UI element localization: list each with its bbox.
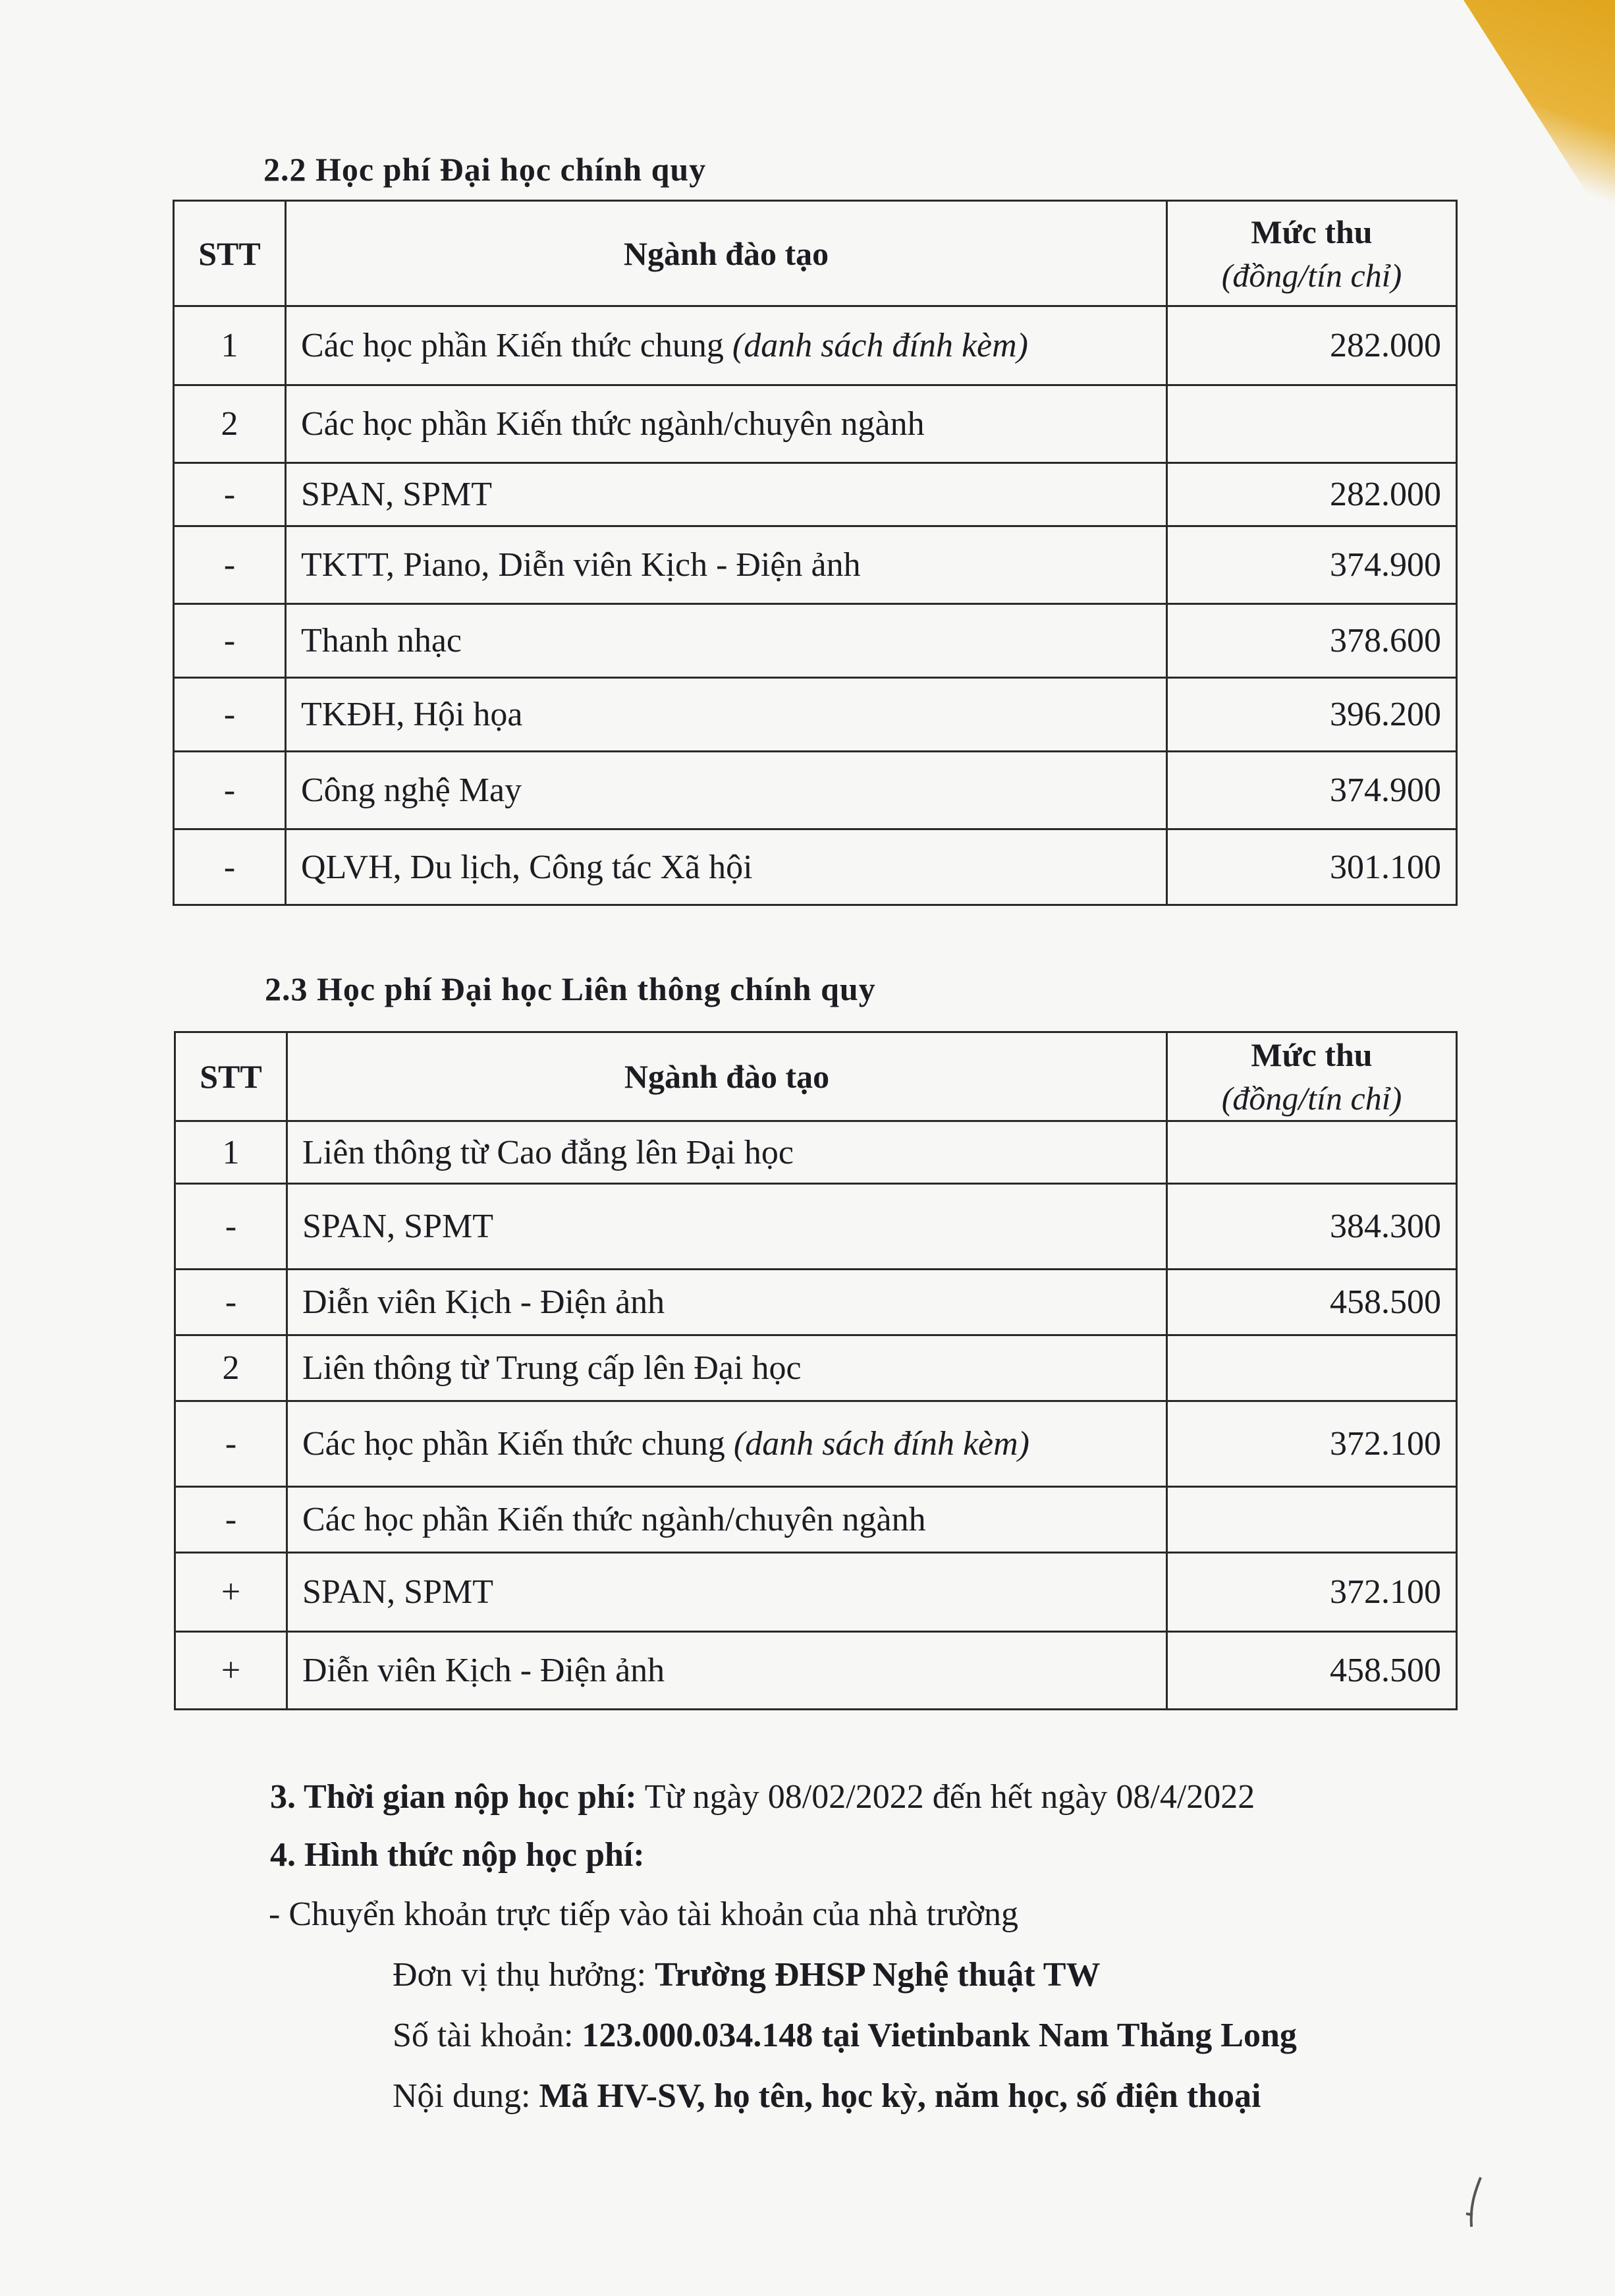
cell-stt: - — [174, 829, 286, 905]
cell-name — [287, 1121, 1167, 1184]
cell-stt: 1 — [175, 1121, 287, 1184]
header-fee-unit: (đồng/tín chỉ) — [1221, 256, 1402, 294]
cell-name — [287, 1487, 1167, 1553]
header-stt: STT — [174, 201, 286, 306]
cell-name-text: Công nghệ May — [301, 771, 522, 809]
table-header-row — [174, 201, 1457, 306]
cell-fee: 301.100 — [1167, 829, 1457, 905]
table-row — [175, 1401, 1457, 1487]
header-fee-label: Mức thu — [1251, 1036, 1373, 1073]
cell-stt: - — [174, 463, 286, 526]
cell-fee: 458.500 — [1167, 1270, 1457, 1335]
cell-name-text: TKTT, Piano, Diễn viên Kịch - Điện ảnh — [301, 546, 861, 584]
cell-stt: 1 — [174, 306, 286, 385]
header-fee — [1167, 1032, 1457, 1121]
cell-name — [287, 1335, 1167, 1401]
cell-name — [287, 1553, 1167, 1632]
cell-name-text: QLVH, Du lịch, Công tác Xã hội — [301, 848, 753, 886]
header-fee-unit: (đồng/tín chỉ) — [1221, 1080, 1402, 1117]
transfer-line: - Chuyển khoản trực tiếp vào tài khoản của nhà trường — [269, 1895, 1018, 1933]
cell-name — [287, 1401, 1167, 1487]
header-stt: STT — [175, 1032, 287, 1121]
beneficiary-label: Đơn vị thụ hưởng: — [393, 1956, 647, 1994]
cell-name — [286, 604, 1167, 678]
page-corner-decoration — [1464, 0, 1615, 237]
cell-name — [287, 1270, 1167, 1335]
table-row — [174, 752, 1457, 829]
cell-name-text: SPAN, SPMT — [302, 1208, 494, 1245]
cell-name-text: Các học phần Kiến thức ngành/chuyên ngành — [302, 1501, 926, 1538]
fee-table-transfer — [174, 1031, 1458, 1710]
cell-fee: 372.100 — [1167, 1401, 1457, 1487]
cell-stt: + — [175, 1632, 287, 1710]
cell-name-note: (danh sách đính kèm) — [733, 1425, 1029, 1463]
table-row — [175, 1184, 1457, 1270]
table-row — [175, 1121, 1457, 1184]
table-row — [175, 1553, 1457, 1632]
payment-period-value: Từ ngày 08/02/2022 đến hết ngày 08/4/2022 — [644, 1778, 1255, 1816]
cell-fee: 374.900 — [1167, 752, 1457, 829]
account-line — [393, 2016, 1297, 2055]
account-value: 123.000.034.148 tại Vietinbank Nam Thăng Long — [582, 2017, 1297, 2054]
cell-stt: 2 — [174, 385, 286, 463]
table-row — [175, 1335, 1457, 1401]
cell-fee — [1167, 1487, 1457, 1553]
cell-name — [286, 678, 1167, 752]
cell-fee — [1167, 1335, 1457, 1401]
cell-name-text: SPAN, SPMT — [302, 1573, 494, 1611]
payment-period-label: 3. Thời gian nộp học phí: — [270, 1778, 637, 1816]
cell-name-text: Diễn viên Kịch - Điện ảnh — [302, 1652, 665, 1689]
cell-name — [286, 526, 1167, 604]
table-row — [174, 678, 1457, 752]
fee-table-regular — [173, 200, 1458, 906]
cell-stt: + — [175, 1553, 287, 1632]
cell-name — [287, 1632, 1167, 1710]
cell-name-text: Liên thông từ Cao đẳng lên Đại học — [302, 1133, 794, 1171]
payment-method-title: 4. Hình thức nộp học phí: — [270, 1836, 645, 1874]
cell-fee — [1167, 1121, 1457, 1184]
cell-name-text: Diễn viên Kịch - Điện ảnh — [302, 1283, 665, 1321]
cell-fee: 374.900 — [1167, 526, 1457, 604]
cell-fee: 282.000 — [1167, 306, 1457, 385]
table-row — [174, 385, 1457, 463]
beneficiary-value: Trường ĐHSP Nghệ thuật TW — [655, 1956, 1101, 1994]
cell-stt: - — [175, 1487, 287, 1553]
cell-fee: 372.100 — [1167, 1553, 1457, 1632]
cell-fee: 378.600 — [1167, 604, 1457, 678]
header-name: Ngành đào tạo — [287, 1032, 1167, 1121]
cell-stt: 2 — [175, 1335, 287, 1401]
cell-name-text: TKĐH, Hội họa — [301, 696, 523, 733]
table-row — [175, 1270, 1457, 1335]
cell-stt: - — [174, 526, 286, 604]
cell-fee: 396.200 — [1167, 678, 1457, 752]
cell-stt: - — [175, 1270, 287, 1335]
beneficiary-line — [393, 1955, 1100, 1994]
cell-fee: 458.500 — [1167, 1632, 1457, 1710]
cell-stt: - — [174, 678, 286, 752]
cell-stt: - — [175, 1184, 287, 1270]
account-label: Số tài khoản: — [393, 2017, 574, 2054]
cell-fee — [1167, 385, 1457, 463]
content-value: Mã HV-SV, họ tên, học kỳ, năm học, số điện thoại — [539, 2077, 1261, 2115]
table-row — [174, 604, 1457, 678]
header-fee-label: Mức thu — [1251, 213, 1373, 250]
cell-name-note: (danh sách đính kèm) — [732, 327, 1028, 364]
header-name: Ngành đào tạo — [286, 201, 1167, 306]
cell-name — [286, 829, 1167, 905]
content-label: Nội dung: — [393, 2077, 531, 2115]
header-fee — [1167, 201, 1457, 306]
content-line — [393, 2077, 1261, 2115]
cell-name — [287, 1184, 1167, 1270]
table-row — [175, 1632, 1457, 1710]
section-22-title: 2.2 Học phí Đại học chính quy — [263, 151, 707, 188]
handwritten-mark-icon — [1461, 2174, 1487, 2233]
section-23-title: 2.3 Học phí Đại học Liên thông chính quy — [265, 970, 876, 1007]
cell-name-text: SPAN, SPMT — [301, 476, 493, 513]
table-row — [174, 306, 1457, 385]
cell-fee: 282.000 — [1167, 463, 1457, 526]
cell-fee: 384.300 — [1167, 1184, 1457, 1270]
table-row — [174, 829, 1457, 905]
table-row — [174, 526, 1457, 604]
cell-name-text: Liên thông từ Trung cấp lên Đại học — [302, 1349, 802, 1387]
cell-stt: - — [174, 752, 286, 829]
cell-stt: - — [174, 604, 286, 678]
cell-name-text: Các học phần Kiến thức chung — [302, 1425, 725, 1463]
table-header-row — [175, 1032, 1457, 1121]
payment-period — [270, 1778, 1255, 1816]
table-row — [174, 463, 1457, 526]
cell-name-text: Các học phần Kiến thức ngành/chuyên ngành — [301, 405, 925, 443]
cell-name — [286, 752, 1167, 829]
table-row — [175, 1487, 1457, 1553]
cell-name — [286, 463, 1167, 526]
cell-name-text: Thanh nhạc — [301, 622, 462, 659]
cell-name-text: Các học phần Kiến thức chung — [301, 327, 724, 364]
cell-name — [286, 306, 1167, 385]
cell-stt: - — [175, 1401, 287, 1487]
cell-name — [286, 385, 1167, 463]
